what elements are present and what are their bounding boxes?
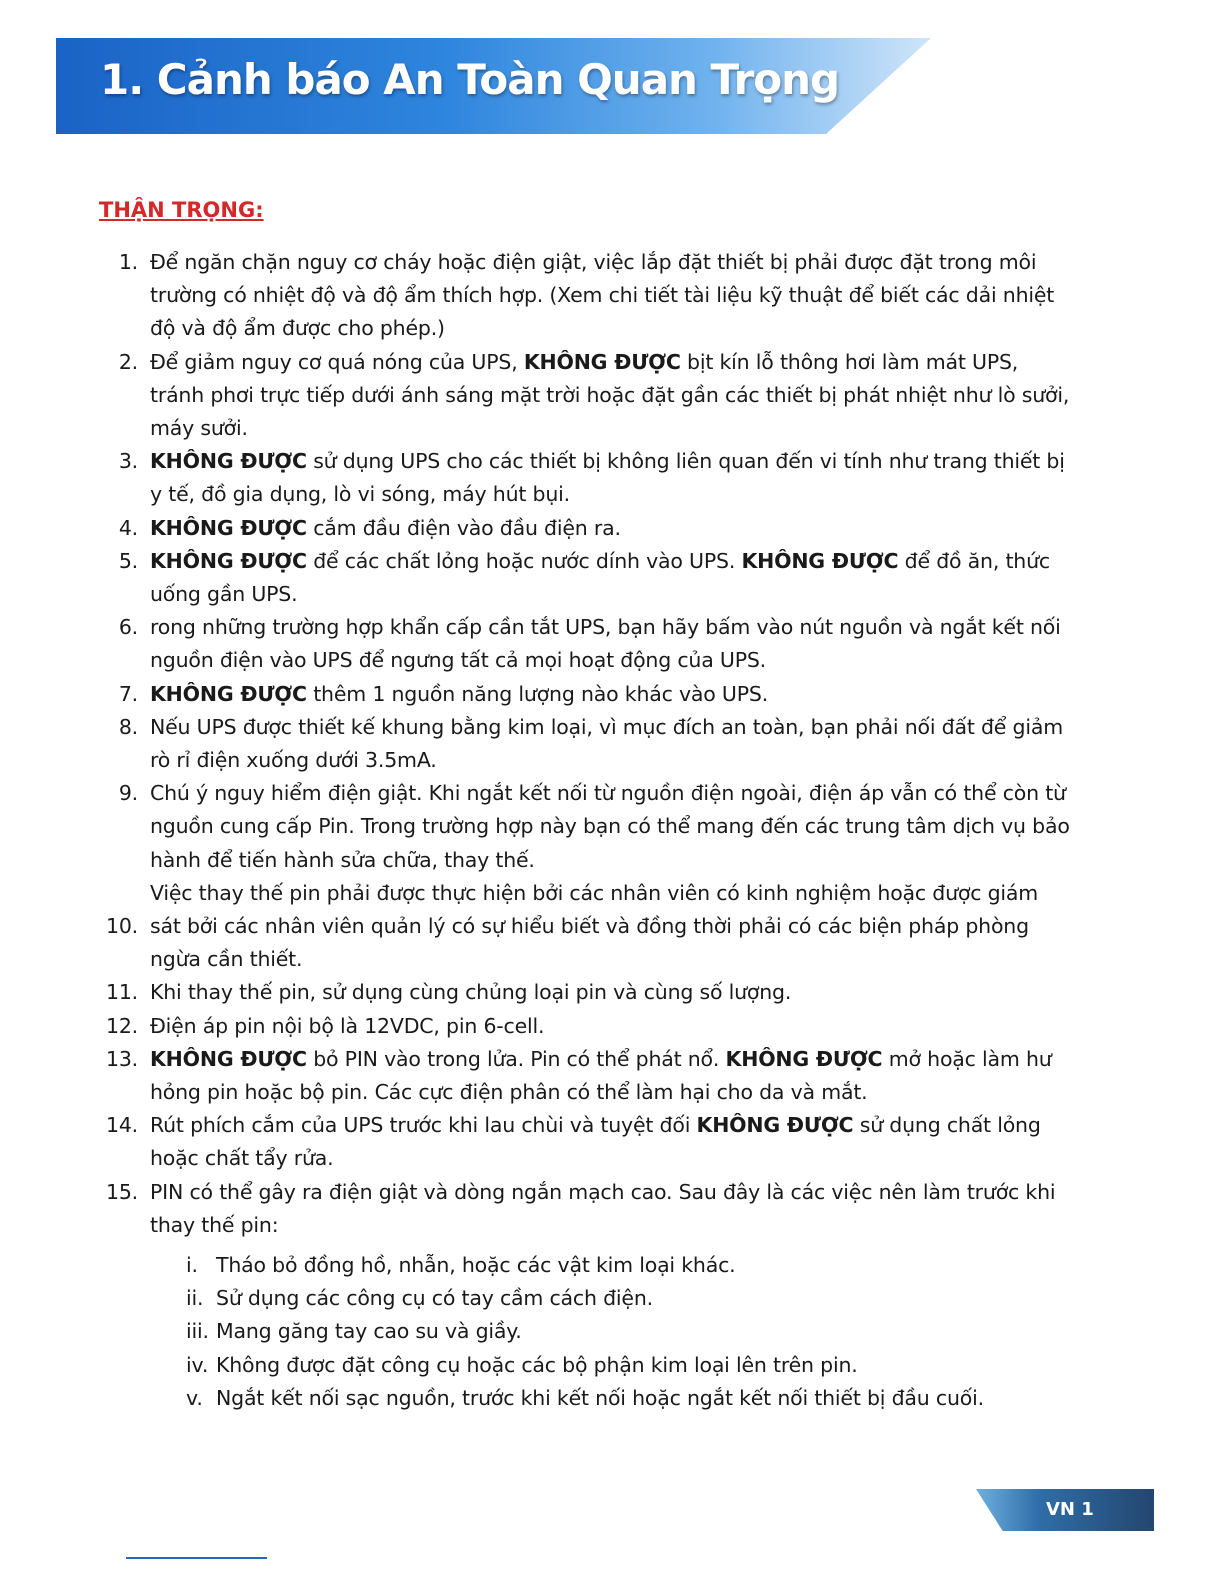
item-text: bỏ PIN vào trong lửa. Pin có thể phát nổ.: [313, 1046, 720, 1071]
warning-label: KHÔNG ĐƯỢC: [150, 548, 307, 573]
item-text: Điện áp pin nội bộ là 12VDC, pin 6-cell.: [150, 1013, 545, 1038]
item-number: 4.: [118, 515, 138, 540]
item-text: Sử dụng các công cụ có tay cầm cách điện.: [216, 1286, 653, 1311]
list-item: [106, 1043, 1071, 1109]
item-text: sử dụng UPS cho các thiết bị không liên quan đến vi tính như trang thiết bị y tế, đồ gia dụng, lò vi sóng, máy hút bụi.: [150, 449, 1065, 507]
item-number: 12.: [106, 1013, 139, 1038]
battery-precautions-list: [186, 1249, 984, 1415]
item-number: 15.: [106, 1179, 139, 1204]
warning-label: KHÔNG ĐƯỢC: [150, 681, 307, 706]
item-number: iii.: [186, 1319, 209, 1344]
item-number: 9.: [118, 781, 138, 806]
list-item: [106, 777, 1071, 877]
item-number: iv.: [186, 1352, 209, 1377]
item-number: 5.: [118, 548, 138, 573]
warning-label: KHÔNG ĐƯỢC: [523, 349, 681, 374]
item-text: Việc thay thế pin phải được thực hiện bởi các nhân viên có kinh nghiệm hoặc được giám sát bởi các nhân viên quản lý có sự hiểu biết và đồng thời phải có các biện pháp phòng ngừa cần thiết.: [150, 880, 1039, 972]
list-item: [106, 711, 1071, 777]
item-number: 8.: [118, 714, 138, 739]
list-item: [186, 1349, 984, 1382]
item-text: để các chất lỏng hoặc nước dính vào UPS.: [313, 548, 736, 573]
item-number: 14.: [106, 1113, 139, 1138]
list-item: [186, 1282, 984, 1315]
warning-label: KHÔNG ĐƯỢC: [150, 1046, 307, 1071]
caution-heading: THẬN TRỌNG:: [99, 198, 264, 222]
item-text: mở hoặc làm hư hỏng pin hoặc bộ pin. Các cực điện phân có thể làm hại cho da và mắt.: [150, 1046, 1052, 1105]
list-item: [106, 611, 1071, 677]
list-item: [186, 1382, 984, 1415]
list-item: [106, 1010, 1071, 1043]
item-text: rong những trường hợp khẩn cấp cần tắt UPS, bạn hãy bấm vào nút nguồn và ngắt kết nối nguồn điện vào UPS để ngưng tất cả mọi hoạt động của UPS.: [150, 615, 1061, 673]
item-text: Ngắt kết nối sạc nguồn, trước khi kết nối hoặc ngắt kết nối thiết bị đầu cuối.: [216, 1385, 984, 1410]
item-text: Mang găng tay cao su và giầy.: [216, 1319, 522, 1344]
item-number: 3.: [118, 449, 138, 474]
list-item: [106, 246, 1071, 346]
item-number: 7.: [118, 681, 138, 706]
page-number: VN 1: [1046, 1499, 1094, 1520]
item-text: thêm 1 nguồn năng lượng nào khác vào UPS.: [313, 681, 769, 706]
item-text: Khi thay thế pin, sử dụng cùng chủng loại pin và cùng số lượng.: [150, 980, 792, 1005]
item-text: bịt kín lỗ thông hơi làm mát UPS, tránh phơi trực tiếp dưới ánh sáng mặt trời hoặc đặt gần các thiết bị phát nhiệt như lò sưởi, máy sưởi.: [150, 349, 1070, 441]
list-item: [106, 445, 1071, 511]
warning-label: KHÔNG ĐƯỢC: [150, 515, 307, 540]
warning-label: KHÔNG ĐƯỢC: [150, 449, 307, 474]
item-text: Nếu UPS được thiết kế khung bằng kim loại, vì mục đích an toàn, bạn phải nối đất để giảm rò rỉ điện xuống dưới 3.5mA.: [150, 714, 1063, 773]
item-text: để đồ ăn, thức uống gần UPS.: [150, 548, 1050, 607]
item-text: Chú ý nguy hiểm điện giật. Khi ngắt kết nối từ nguồn điện ngoài, điện áp vẫn có thể còn từ nguồn cung cấp Pin. Trong trường hợp này bạn có thể mang đến các trung tâm dịch vụ bảo hành để tiến hành sửa chữa, thay thế.: [150, 781, 1070, 872]
page-title: 1. Cảnh báo An Toàn Quan Trọng: [100, 55, 840, 104]
item-text: PIN có thể gây ra điện giật và dòng ngắn mạch cao. Sau đây là các việc nên làm trước khi thay thế pin:: [150, 1179, 1056, 1237]
item-text: Để giảm nguy cơ quá nóng của UPS,: [150, 349, 518, 374]
item-number: 10.: [106, 914, 139, 939]
list-item: [186, 1249, 984, 1282]
item-number: 1.: [118, 250, 138, 274]
list-item: [106, 976, 1071, 1009]
footer-divider: [126, 1557, 267, 1559]
item-text: Để ngăn chặn nguy cơ cháy hoặc điện giật, việc lắp đặt thiết bị phải được đặt trong môi trường có nhiệt độ và độ ẩm thích hợp. (Xem chi tiết tài liệu kỹ thuật để biết các dải nhiệt độ và độ ẩm được cho phép.): [150, 250, 1055, 341]
warning-label: KHÔNG ĐƯỢC: [741, 548, 899, 573]
item-number: 13.: [106, 1046, 139, 1071]
list-item: [186, 1315, 984, 1348]
warning-label: KHÔNG ĐƯỢC: [725, 1046, 883, 1071]
list-item: [106, 1109, 1071, 1175]
item-text: Không được đặt công cụ hoặc các bộ phận kim loại lên trên pin.: [216, 1352, 858, 1377]
item-number: i.: [186, 1253, 198, 1277]
list-item: [106, 1176, 1071, 1242]
item-text: Tháo bỏ đồng hồ, nhẫn, hoặc các vật kim loại khác.: [216, 1253, 736, 1277]
list-item: [106, 678, 1071, 711]
item-number: 11.: [106, 980, 139, 1005]
list-item: [106, 545, 1071, 611]
list-item: [106, 512, 1071, 545]
item-text: sử dụng chất lỏng hoặc chất tẩy rửa.: [150, 1113, 1041, 1171]
item-number: 6.: [118, 615, 138, 640]
list-item: [106, 346, 1071, 446]
item-text: Rút phích cắm của UPS trước khi lau chùi và tuyệt đối: [150, 1113, 691, 1138]
item-text: cắm đầu điện vào đầu điện ra.: [313, 515, 621, 540]
item-number: 2.: [118, 349, 138, 374]
warning-label: KHÔNG ĐƯỢC: [696, 1113, 854, 1138]
safety-list: [106, 246, 1071, 1242]
item-number: v.: [186, 1385, 203, 1410]
item-number: ii.: [186, 1286, 204, 1311]
list-item: [106, 877, 1071, 977]
